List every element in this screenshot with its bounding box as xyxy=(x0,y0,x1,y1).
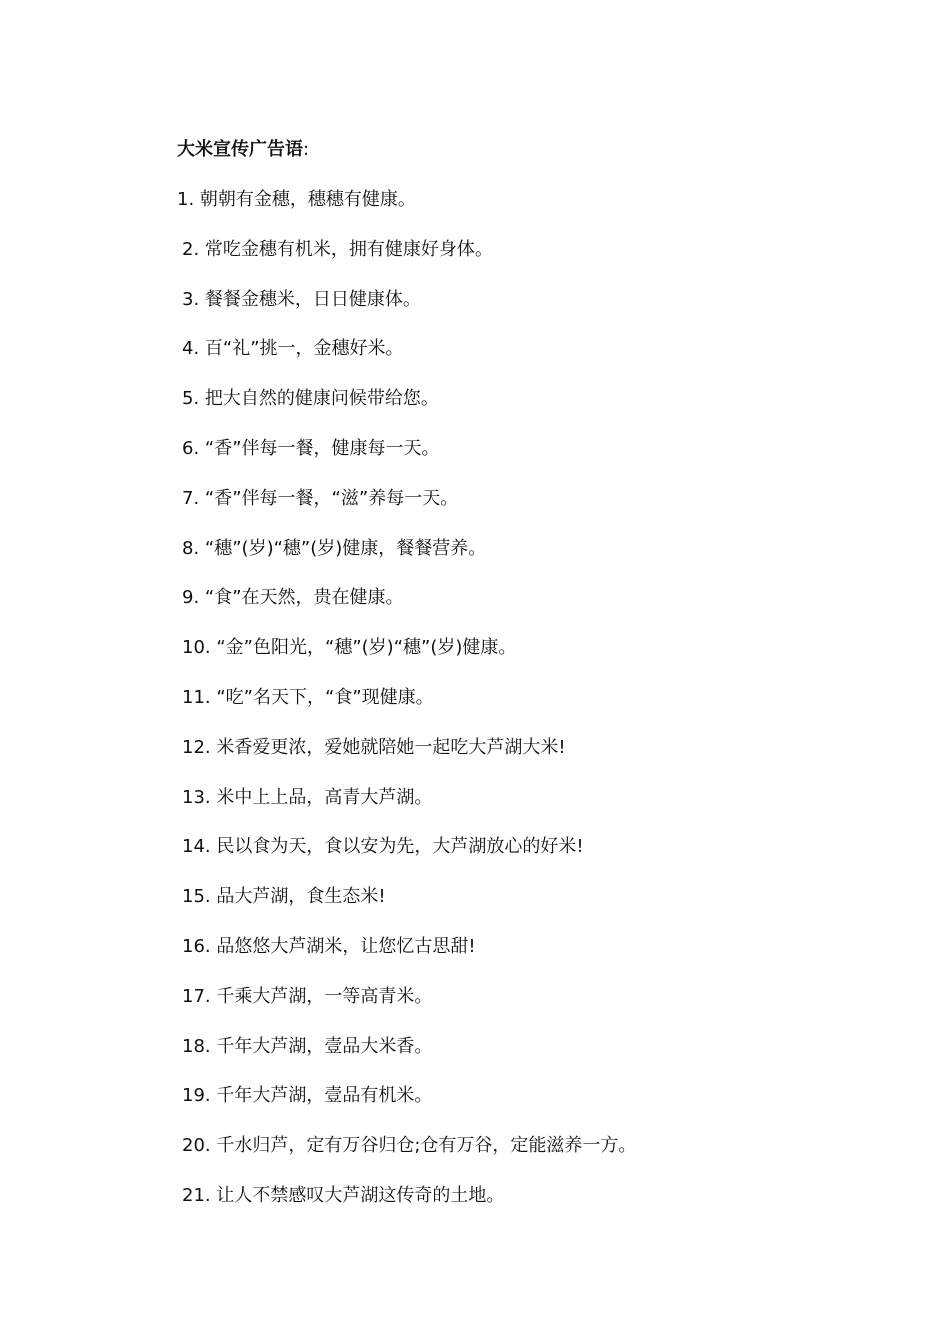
list-item: 5. 把大自然的健康问候带给您。 xyxy=(182,388,439,410)
slogan-list xyxy=(177,187,877,1209)
list-item: 7. “香”伴每一餐，“滋”养每一天。 xyxy=(182,487,459,509)
list-item: 21. 让人不禁感叹大芦湖这传奇的土地。 xyxy=(182,1184,505,1206)
list-item: 8. “穗”(岁)“穗”(岁)健康，餐餐营养。 xyxy=(182,537,487,559)
list-item: 18. 千年大芦湖，壹品大米香。 xyxy=(182,1035,433,1057)
list-item: 11. “吃”名天下，“食”现健康。 xyxy=(182,686,434,708)
list-item: 4. 百“礼”挑一，金穗好米。 xyxy=(182,338,404,360)
document-body xyxy=(177,137,877,1233)
list-item: 14. 民以食为天，食以安为先，大芦湖放心的好米! xyxy=(182,836,584,858)
list-item: 13. 米中上上品，高青大芦湖。 xyxy=(182,786,433,808)
list-item: 3. 餐餐金穗米，日日健康体。 xyxy=(182,288,421,310)
document-title xyxy=(177,137,877,163)
list-item: 6. “香”伴每一餐，健康每一天。 xyxy=(182,437,440,459)
list-item: 1. 朝朝有金穗，穗穗有健康。 xyxy=(177,189,416,210)
list-item: 19. 千年大芦湖，壹品有机米。 xyxy=(182,1085,433,1107)
list-item: 20. 千水归芦，定有万谷归仓;仓有万谷，定能滋养一方。 xyxy=(182,1135,637,1157)
list-item: 12. 米香爱更浓，爱她就陪她一起吃大芦湖大米! xyxy=(182,736,566,758)
list-item: 17. 千乘大芦湖，一等高青米。 xyxy=(182,985,433,1007)
title-text: 大米宣传广告语 xyxy=(177,139,303,160)
list-item: 9. “食”在天然，贵在健康。 xyxy=(182,587,404,609)
list-item: 10. “金”色阳光，“穗”(岁)“穗”(岁)健康。 xyxy=(182,637,517,659)
list-item: 16. 品悠悠大芦湖米，让您忆古思甜! xyxy=(182,935,476,957)
title-colon: : xyxy=(303,139,310,160)
list-item: 15. 品大芦湖，食生态米! xyxy=(182,886,386,908)
list-item: 2. 常吃金穗有机米，拥有健康好身体。 xyxy=(182,238,493,260)
